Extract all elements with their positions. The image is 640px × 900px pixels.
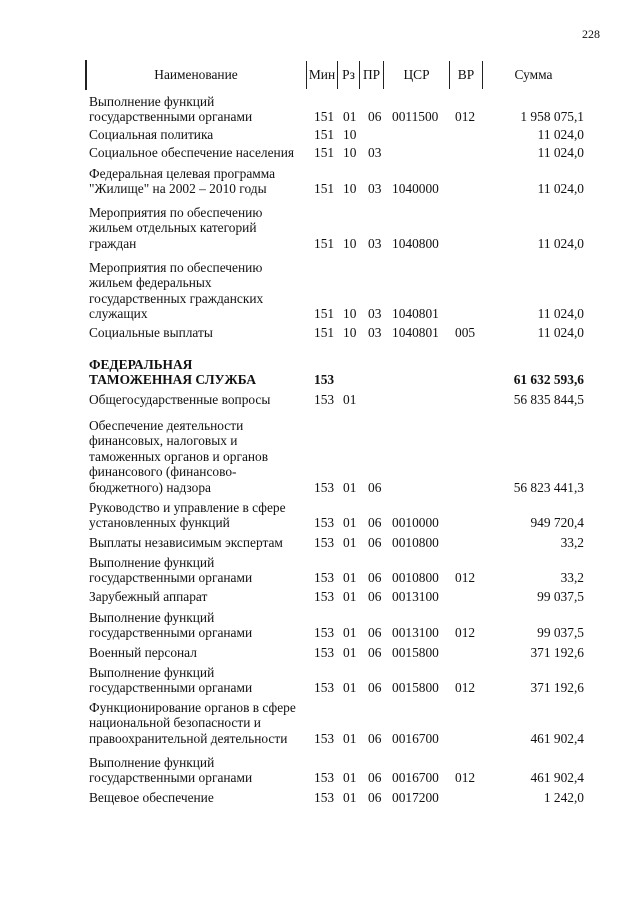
cell-rz: 10: [343, 235, 357, 251]
row-name: [89, 645, 314, 660]
row-name-line: Руководство и управление в сфере: [89, 500, 286, 515]
cell-sum: 1 242,0: [543, 789, 584, 805]
cell-min: 151: [314, 144, 335, 160]
table-row: [0, 392, 640, 407]
cell-rz: 10: [343, 144, 357, 160]
row-name-line: Выполнение функций: [89, 665, 215, 680]
cell-pr: 06: [368, 109, 382, 125]
cell-pr: 06: [368, 515, 382, 531]
row-name-line: "Жилище" на 2002 – 2010 годы: [89, 181, 267, 197]
row-name-line: Выполнение функций: [89, 755, 215, 770]
cell-pr: 03: [368, 144, 382, 160]
row-name-line: национальной безопасности и: [89, 715, 261, 731]
table-row: [0, 166, 640, 197]
row-name-line: Мероприятия по обеспечению: [89, 260, 263, 275]
cell-min: 153: [314, 789, 335, 805]
cell-vr: 012: [455, 570, 476, 586]
row-name-line: таможенных органов и органов: [89, 448, 269, 464]
cell-rz: 10: [343, 306, 357, 322]
cell-csr: 0010800: [392, 570, 439, 586]
row-name-line: Выполнение функций: [89, 94, 215, 109]
cell-sum: 56 835 844,5: [513, 391, 584, 407]
page-number: 228: [582, 27, 600, 41]
table-row: [0, 555, 640, 586]
row-name-line: граждан: [89, 235, 137, 251]
header-vr: ВР: [457, 67, 475, 82]
row-name-line: установленных функций: [89, 515, 230, 531]
row-name-line: Выполнение функций: [89, 610, 215, 625]
row-name: [89, 790, 314, 805]
row-name: [89, 166, 314, 197]
cell-min: 151: [314, 181, 335, 197]
cell-sum: 371 192,6: [530, 680, 584, 696]
row-name: [89, 145, 314, 160]
cell-min: 151: [314, 324, 335, 340]
cell-sum: 56 823 441,3: [513, 479, 584, 495]
row-name: [89, 127, 314, 142]
cell-sum: 371 192,6: [530, 644, 584, 660]
cell-sum: 11 024,0: [537, 324, 584, 340]
cell-sum: 461 902,4: [530, 730, 584, 746]
cell-vr: 012: [455, 625, 476, 641]
cell-pr: 06: [368, 680, 382, 696]
cell-vr: 005: [455, 324, 476, 340]
cell-sum: 949 720,4: [530, 515, 584, 531]
cell-rz: 10: [343, 126, 357, 142]
cell-pr: 06: [368, 570, 382, 586]
cell-sum: 11 024,0: [537, 181, 584, 197]
row-name-line: финансовых, налоговых и: [89, 433, 238, 449]
cell-csr: 0016700: [392, 770, 439, 786]
cell-min: 151: [314, 306, 335, 322]
row-name-line: государственными органами: [89, 625, 253, 641]
cell-rz: 10: [343, 324, 357, 340]
row-name-line: Общегосударственные вопросы: [89, 392, 271, 407]
header-sum: Сумма: [514, 67, 553, 82]
table-row: [0, 94, 640, 125]
cell-csr: 0010800: [392, 534, 439, 550]
cell-min: 151: [314, 235, 335, 251]
cell-min: 153: [314, 515, 335, 531]
row-name-line: Социальная политика: [89, 127, 214, 142]
cell-pr: 03: [368, 324, 382, 340]
row-name-line: Федеральная целевая программа: [89, 166, 276, 181]
table-row: [0, 418, 640, 495]
cell-rz: 01: [343, 588, 357, 604]
cell-sum: 11 024,0: [537, 306, 584, 322]
cell-pr: 06: [368, 534, 382, 550]
cell-rz: 01: [343, 789, 357, 805]
header-pr: ПР: [362, 67, 381, 82]
row-name-line: жильем отдельных категорий: [89, 220, 257, 236]
table-row: [0, 260, 640, 322]
cell-min: 153: [314, 730, 335, 746]
cell-sum: 11 024,0: [537, 235, 584, 251]
cell-csr: 0010000: [392, 515, 439, 531]
row-name: [89, 589, 314, 604]
cell-pr: 06: [368, 789, 382, 805]
row-name-line: государственными органами: [89, 570, 253, 586]
cell-sum: 33,2: [560, 570, 584, 586]
row-name: [89, 700, 314, 746]
row-name: [89, 260, 314, 322]
cell-sum: 461 902,4: [530, 770, 584, 786]
cell-pr: 06: [368, 625, 382, 641]
cell-rz: 01: [343, 534, 357, 550]
cell-rz: 10: [343, 181, 357, 197]
row-name-line: государственными органами: [89, 770, 253, 786]
cell-min: 153: [314, 534, 335, 550]
table-row: [0, 325, 640, 340]
cell-sum: 99 037,5: [537, 588, 584, 604]
cell-pr: 06: [368, 770, 382, 786]
cell-min: 151: [314, 126, 335, 142]
row-name: [89, 94, 314, 125]
table-row: [0, 127, 640, 142]
cell-csr: 1040801: [392, 306, 439, 322]
table-header: [85, 60, 553, 90]
cell-rz: 01: [343, 644, 357, 660]
cell-pr: 06: [368, 588, 382, 604]
table-row: [0, 700, 640, 746]
cell-min: 153: [314, 644, 335, 660]
cell-sum: 61 632 593,6: [513, 372, 584, 388]
cell-pr: 06: [368, 730, 382, 746]
cell-rz: 01: [343, 730, 357, 746]
row-name: [89, 755, 314, 786]
cell-rz: 01: [343, 625, 357, 641]
row-name: [89, 418, 314, 495]
row-name-line: Вещевое обеспечение: [89, 790, 214, 805]
header-rz: Рз: [342, 67, 355, 82]
cell-sum: 1 958 075,1: [520, 109, 584, 125]
row-name: [89, 357, 314, 388]
cell-csr: 0016700: [392, 730, 439, 746]
cell-rz: 01: [343, 515, 357, 531]
row-name-line: Зарубежный аппарат: [89, 589, 208, 604]
row-name-line: Социальное обеспечение населения: [89, 145, 295, 160]
row-name-line: государственными органами: [89, 680, 253, 696]
cell-csr: 1040000: [392, 181, 439, 197]
cell-min: 153: [314, 479, 335, 495]
table-row: [0, 755, 640, 786]
table-row: [0, 645, 640, 660]
cell-rz: 01: [343, 391, 357, 407]
cell-min: 151: [314, 109, 335, 125]
row-name: [89, 555, 314, 586]
cell-csr: 0015800: [392, 644, 439, 660]
row-name: [89, 665, 314, 696]
row-name-line: Выполнение функций: [89, 555, 215, 570]
cell-rz: 01: [343, 770, 357, 786]
cell-pr: 03: [368, 306, 382, 322]
row-name-line: Функционирование органов в сфере: [89, 700, 296, 715]
table-row: [0, 589, 640, 604]
row-name-line: государственными органами: [89, 109, 253, 125]
row-name-line: государственных гражданских: [89, 290, 264, 306]
cell-vr: 012: [455, 680, 476, 696]
cell-rz: 01: [343, 570, 357, 586]
cell-min: 153: [314, 391, 335, 407]
table-row: [0, 205, 640, 251]
row-name-line: Военный персонал: [89, 645, 197, 660]
cell-csr: 1040800: [392, 235, 439, 251]
cell-sum: 11 024,0: [537, 144, 584, 160]
cell-min: 153: [314, 680, 335, 696]
cell-csr: 0013100: [392, 588, 439, 604]
row-name-line: Мероприятия по обеспечению: [89, 205, 263, 220]
table-row: [0, 357, 640, 388]
row-name-line: Обеспечение деятельности: [89, 418, 244, 433]
cell-pr: 03: [368, 235, 382, 251]
cell-sum: 99 037,5: [537, 625, 584, 641]
cell-min: 153: [314, 588, 335, 604]
row-name: [89, 610, 314, 641]
row-name-line: Выплаты независимым экспертам: [89, 535, 283, 550]
cell-pr: 03: [368, 181, 382, 197]
row-name-line: Социальные выплаты: [89, 325, 213, 340]
row-name: [89, 392, 314, 407]
table-row: [0, 500, 640, 531]
row-name-line: финансового (финансово-: [89, 464, 237, 480]
header-csr: ЦСР: [403, 67, 430, 82]
cell-min: 153: [314, 372, 335, 388]
cell-csr: 0015800: [392, 680, 439, 696]
row-name-line: жильем федеральных: [89, 275, 212, 291]
cell-pr: 06: [368, 644, 382, 660]
row-name-line: бюджетного) надзора: [89, 479, 211, 495]
cell-min: 153: [314, 770, 335, 786]
table-row: [0, 145, 640, 160]
cell-csr: 0013100: [392, 625, 439, 641]
table-row: [0, 790, 640, 805]
header-name: Наименование: [154, 67, 238, 82]
cell-csr: 1040801: [392, 324, 439, 340]
cell-csr: 0011500: [392, 109, 439, 125]
cell-vr: 012: [455, 770, 476, 786]
header-min: Мин: [308, 67, 336, 82]
cell-sum: 11 024,0: [537, 126, 584, 142]
cell-rz: 01: [343, 479, 357, 495]
row-name: [89, 500, 314, 531]
row-name: [89, 535, 314, 550]
row-name-line: ФЕДЕРАЛЬНАЯ: [89, 357, 193, 372]
cell-sum: 33,2: [560, 534, 584, 550]
cell-min: 153: [314, 570, 335, 586]
table-row: [0, 535, 640, 550]
table-row: [0, 610, 640, 641]
row-name-line: служащих: [89, 306, 148, 322]
cell-rz: 01: [343, 109, 357, 125]
cell-vr: 012: [455, 109, 476, 125]
table-row: [0, 665, 640, 696]
cell-csr: 0017200: [392, 789, 439, 805]
row-name: [89, 325, 314, 340]
row-name: [89, 205, 314, 251]
cell-pr: 06: [368, 479, 382, 495]
cell-min: 153: [314, 625, 335, 641]
cell-rz: 01: [343, 680, 357, 696]
row-name-line: ТАМОЖЕННАЯ СЛУЖБА: [89, 372, 257, 388]
row-name-line: правоохранительной деятельности: [89, 730, 288, 746]
